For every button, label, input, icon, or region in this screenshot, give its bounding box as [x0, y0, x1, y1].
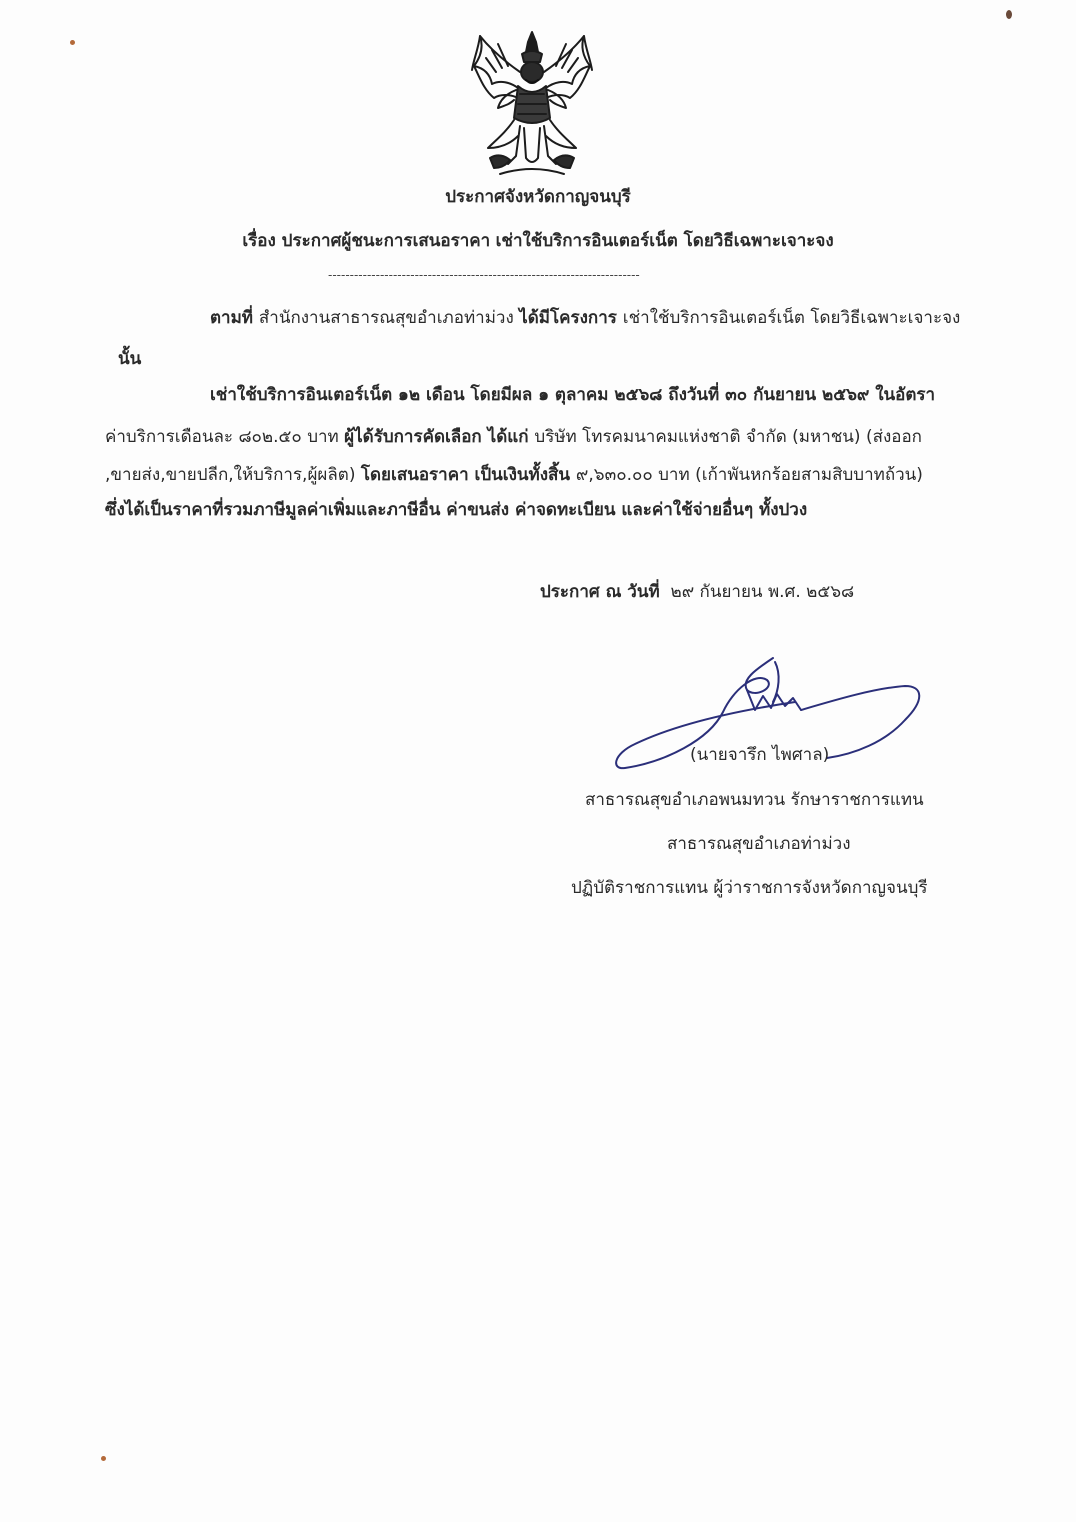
signatory-position-2: สาธารณสุขอำเภอท่าม่วง — [667, 834, 851, 854]
paragraph-2-line-4: ซึ่งได้เป็นราคาที่รวมภาษีมูลค่าเพิ่มและภาษีอื่น ค่าขนส่ง ค่าจดทะเบียน และค่าใช้จ่ายอื่นๆ ทั้งปวง — [105, 500, 808, 520]
p2-segment: ค่าบริการเดือนละ ๘๐๒.๕๐ บาท — [105, 427, 345, 447]
signatory-name: (นายจารึก ไพศาล) — [690, 745, 830, 765]
paragraph-1-line-1 — [210, 306, 960, 330]
signatory-position-1: สาธารณสุขอำเภอพนมทวน รักษาราชการแทน — [585, 790, 924, 810]
p2-segment: ๙,๖๓๐.๐๐ บาท (เก้าพันหกร้อยสามสิบบาทถ้วน) — [575, 465, 923, 485]
title-divider: ------------------------------------------------------------------------ — [328, 268, 640, 282]
scan-speck — [70, 40, 75, 45]
announce-date: ๒๙ กันยายน พ.ศ. ๒๕๖๘ — [670, 582, 855, 602]
paragraph-2-line-1: เช่าใช้บริการอินเตอร์เน็ต ๑๒ เดือน โดยมีผล ๑ ตุลาคม ๒๕๖๘ ถึงวันที่ ๓๐ กันยายน ๒๕๖๙ ในอัตรา — [210, 385, 936, 405]
p1-segment: ตามที่ — [210, 308, 259, 328]
p1-segment: เช่าใช้บริการอินเตอร์เน็ต โดยวิธีเฉพาะเจาะจง — [622, 308, 961, 328]
p2-segment: ผู้ได้รับการคัดเลือก ได้แก่ — [344, 427, 535, 447]
document-title: ประกาศจังหวัดกาญจนบุรี — [445, 187, 631, 207]
subject-rest: เช่าใช้บริการอินเตอร์เน็ต โดยวิธีเฉพาะเจาะจง — [495, 231, 834, 251]
p2-segment: ,ขายส่ง,ขายปลีก,ให้บริการ,ผู้ผลิต) — [105, 465, 361, 485]
paragraph-2-line-2 — [105, 425, 922, 449]
p2-segment: โดยเสนอราคา เป็นเงินทั้งสิ้น — [360, 465, 576, 485]
document-subject — [0, 229, 1076, 253]
garuda-emblem-icon — [470, 28, 594, 180]
p1-segment: สำนักงานสาธารณสุขอำเภอท่าม่วง — [258, 308, 520, 328]
paragraph-2-line-3 — [105, 463, 923, 487]
p1-segment: ได้มีโครงการ — [519, 308, 623, 328]
announcement-date-line — [540, 580, 854, 604]
paragraph-1-line-2: นั้น — [118, 349, 142, 369]
scan-speck — [101, 1456, 106, 1461]
p2-segment: บริษัท โทรคมนาคมแห่งชาติ จำกัด (มหาชน) (ส่งออก — [534, 427, 922, 447]
subject-prefix: เรื่อง ประกาศผู้ชนะการเสนอราคา — [242, 231, 491, 251]
announce-label: ประกาศ ณ วันที่ — [540, 582, 660, 602]
signatory-position-3: ปฏิบัติราชการแทน ผู้ว่าราชการจังหวัดกาญจนบุรี — [571, 878, 928, 898]
scan-speck — [1006, 10, 1012, 19]
